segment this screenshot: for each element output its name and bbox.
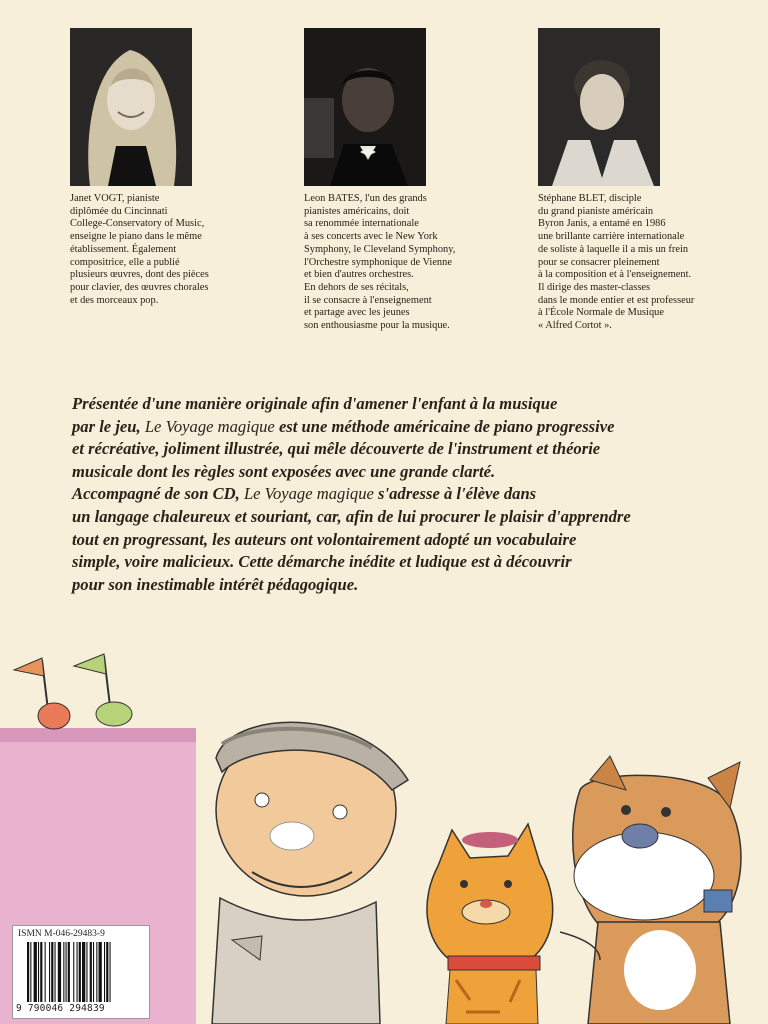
bio-line: dans le monde entier et est professeur <box>538 294 695 306</box>
barcode-bar <box>90 942 92 1002</box>
author-photo-leon-bates <box>304 28 426 186</box>
bio-line: à la composition et à l'enseignement. <box>538 269 692 281</box>
blurb-text: s'adresse à l'élève dans <box>373 484 537 504</box>
blurb-text: par le jeu, <box>72 416 145 436</box>
barcode-bar <box>99 942 102 1002</box>
blurb-line: tout en progressant, les auteurs ont volontairement adopté un vocabulaire <box>72 529 577 549</box>
barcode-bar <box>104 942 105 1002</box>
author-photo-stephane-blet <box>538 28 660 186</box>
bio-line: Il dirige des master-classes <box>538 281 651 293</box>
bio-line: son enthousiasme pour la musique. <box>304 320 450 332</box>
bio-line: il se consacre à l'enseignement <box>304 294 432 306</box>
description-blurb <box>72 393 712 596</box>
barcode-bar <box>82 942 85 1002</box>
bio-line: « Alfred Cortot ». <box>538 320 612 332</box>
bio-line: à l'École Normale de Musique <box>538 307 664 319</box>
blurb-line: Présentée d'une manière originale afin d'amener l'enfant à la musique <box>72 394 558 413</box>
barcode-bar <box>68 942 70 1002</box>
barcode-bar <box>55 942 56 1002</box>
bio-line: Leon BATES, l'un des grands <box>304 193 427 204</box>
bio-line: Byron Janis, a entamé en 1986 <box>538 218 666 230</box>
barcode-bar <box>49 942 50 1002</box>
author-bio-janet-vogt <box>70 193 270 307</box>
barcode-bar <box>34 942 37 1002</box>
bio-line: diplômée du Cincinnati <box>70 205 168 217</box>
bio-line: Stéphane BLET, disciple <box>538 193 642 204</box>
ismn-label: ISMN M-046-29483-9 <box>18 929 105 939</box>
bio-line: établissement. Également <box>70 243 177 255</box>
book-title: Le Voyage magique <box>243 484 374 504</box>
barcode-bar <box>79 942 81 1002</box>
blurb-text: est une méthode américaine de piano progressive <box>274 416 615 436</box>
bio-line: pour clavier, des œuvres chorales <box>70 281 209 293</box>
blurb-line: pour son inestimable intérêt pédagogique. <box>72 574 359 594</box>
isbn-barcode-box <box>12 925 150 1019</box>
bio-line: sa renommée internationale <box>304 218 419 230</box>
barcode-bar <box>58 942 61 1002</box>
blurb-line: simple, voire malicieux. Cette démarche inédite et ludique est à découvrir <box>72 552 572 572</box>
bio-line: enseigne le piano dans le même <box>70 231 202 243</box>
blurb-line: musicale dont les règles sont exposées avec une grande clarté. <box>72 461 496 481</box>
barcode-bar <box>73 942 74 1002</box>
bio-line: une brillante carrière internationale <box>538 231 685 243</box>
blurb-line: un langage chaleureux et souriant, car, afin de lui procurer le plaisir d'apprendre <box>72 506 631 526</box>
bio-line: En dehors de ses récitals, <box>304 281 409 293</box>
barcode-bar <box>38 942 39 1002</box>
portrait-leon-bates-icon <box>304 28 426 186</box>
bio-line: l'Orchestre symphonique de Vienne <box>304 256 452 268</box>
barcode-bar <box>106 942 108 1002</box>
bio-line: de soliste à laquelle il a mis un frein <box>538 243 689 255</box>
bio-line: pour se consacrer pleinement <box>538 256 660 268</box>
bio-line: compositrice, elle a publié <box>70 256 180 268</box>
bio-line: Janet VOGT, pianiste <box>70 193 160 204</box>
barcode-bar <box>96 942 97 1002</box>
author-photo-janet-vogt <box>70 28 192 186</box>
blurb-line <box>72 416 712 439</box>
barcode-bar <box>27 942 29 1002</box>
barcode-bar <box>66 942 67 1002</box>
bio-line: Symphony, le Cleveland Symphony, <box>304 243 456 255</box>
barcode-bar <box>30 942 31 1002</box>
bio-line: pianistes américains, doit <box>304 205 410 217</box>
barcode-digits: 9 790046 294839 <box>16 1003 105 1014</box>
barcode-bar <box>63 942 64 1002</box>
portrait-janet-vogt-icon <box>70 28 192 186</box>
author-bio-stephane-blet <box>538 193 738 333</box>
bio-line: du grand pianiste américain <box>538 205 654 217</box>
barcode-bar <box>93 942 94 1002</box>
bio-line: plusieurs œuvres, dont des pièces <box>70 269 209 281</box>
portrait-stephane-blet-icon <box>538 28 660 186</box>
blurb-line: et récréative, joliment illustrée, qui mêle découverte de l'instrument et théorie <box>72 439 601 459</box>
bio-line: et bien d'autres orchestres. <box>304 269 414 281</box>
barcode-bar <box>86 942 87 1002</box>
barcode-bar <box>40 942 42 1002</box>
bio-line: et des morceaux pop. <box>70 294 159 306</box>
book-title: Le Voyage magique <box>144 416 275 436</box>
bio-line: College-Conservatory of Music, <box>70 218 205 230</box>
barcode-icon <box>27 942 135 1002</box>
barcode-bar <box>110 942 111 1002</box>
barcode-bar <box>77 942 78 1002</box>
bio-line: et partage avec les jeunes <box>304 307 410 319</box>
author-bio-leon-bates <box>304 193 504 333</box>
blurb-line <box>72 483 712 506</box>
blurb-text: Accompagné de son CD, <box>72 484 244 504</box>
barcode-bar <box>51 942 53 1002</box>
bio-line: à ses concerts avec le New York <box>304 231 438 243</box>
barcode-bar <box>45 942 46 1002</box>
